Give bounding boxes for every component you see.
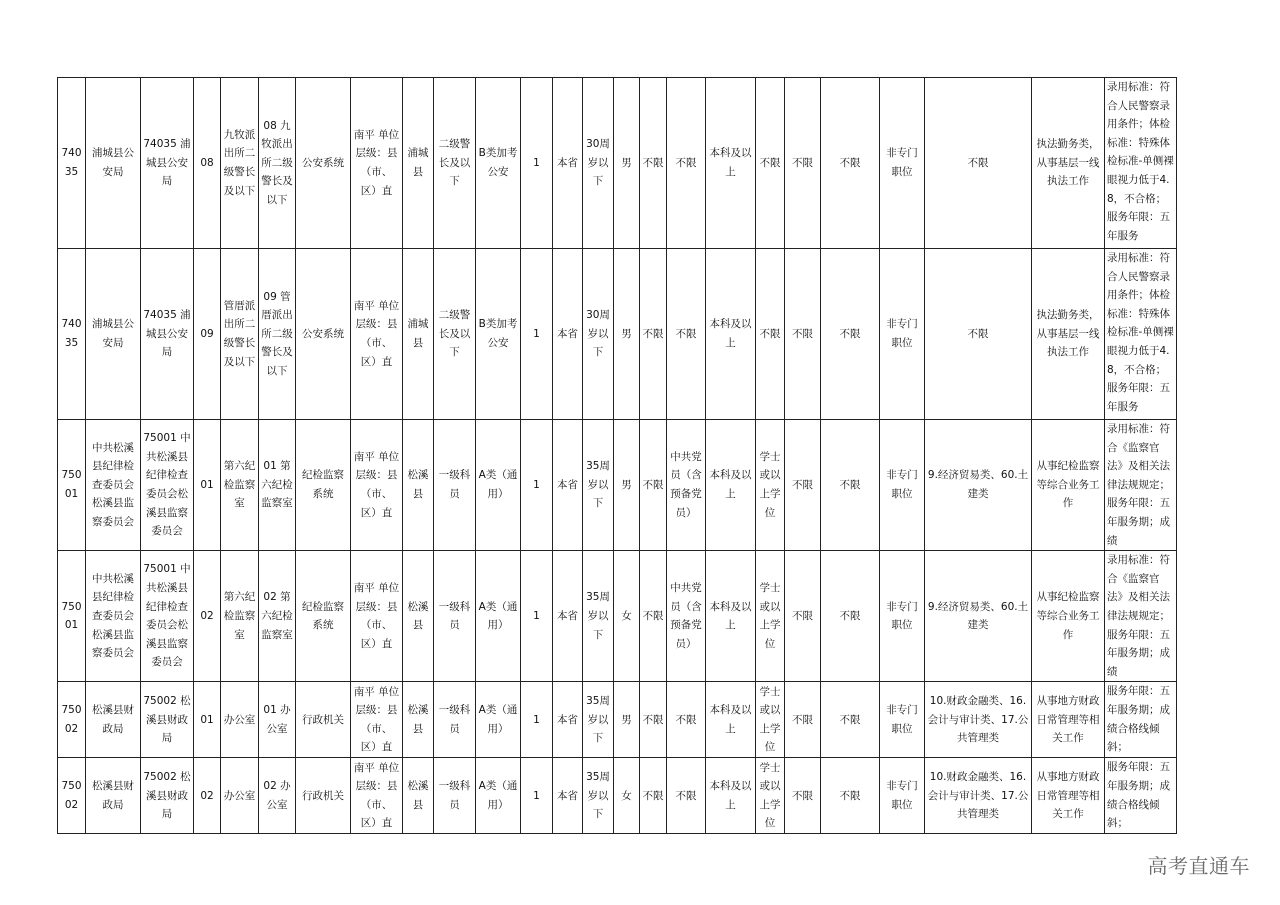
table-cell: 01 办公室	[259, 682, 296, 758]
table-cell: 02 第六纪检监察室	[259, 551, 296, 682]
table-cell: 不限	[667, 78, 706, 249]
table-row	[58, 682, 1177, 758]
table-cell: 不限	[785, 758, 821, 834]
table-cell: 第六纪检监察室	[221, 551, 259, 682]
table-cell: 浦城县公安局	[86, 78, 141, 249]
table-cell: 不限	[785, 682, 821, 758]
table-cell: 非专门职位	[880, 758, 925, 834]
table-row	[58, 758, 1177, 834]
table-cell: 浦城县	[403, 78, 434, 249]
table-cell: 松溪县财政局	[86, 682, 141, 758]
table-cell: 从事地方财政日常管理等相关工作	[1032, 682, 1105, 758]
table-cell: 不限	[667, 682, 706, 758]
table-row	[58, 78, 1177, 249]
table-cell: 南平 单位层级：县（市、区）直	[351, 78, 403, 249]
table-cell: 中共党员（含预备党员）	[667, 420, 706, 551]
table-cell: 从事纪检监察等综合业务工作	[1032, 551, 1105, 682]
table-cell: 本省	[553, 420, 583, 551]
table-cell: B类加考公安	[476, 249, 521, 420]
table-cell: 不限	[821, 420, 880, 551]
table-cell: 南平 单位层级：县（市、区）直	[351, 682, 403, 758]
table-cell: 75001	[58, 420, 86, 551]
table-cell: 本科及以上	[706, 682, 756, 758]
table-cell: A类（通用）	[476, 551, 521, 682]
table-cell: 服务年限：五年服务期；成绩合格线倾斜；	[1105, 758, 1177, 834]
table-cell: 本省	[553, 78, 583, 249]
table-cell: 从事地方财政日常管理等相关工作	[1032, 758, 1105, 834]
table-cell: 一级科员	[434, 682, 476, 758]
table-cell: 南平 单位层级：县（市、区）直	[351, 758, 403, 834]
table-cell: 中共松溪县纪律检查委员会松溪县监察委员会	[86, 420, 141, 551]
table-cell: 男	[614, 420, 640, 551]
table-cell: 01 第六纪检监察室	[259, 420, 296, 551]
table-cell: 录用标准：符合人民警察录用条件；体检标准：特殊体检标准-单侧裸眼视力低于4.8，不合格；服务年限：五年服务	[1105, 249, 1177, 420]
table-cell: 01	[194, 682, 221, 758]
table-cell: 录用标准：符合《监察官法》及相关法律法规规定；服务年限：五年服务期；成绩	[1105, 420, 1177, 551]
table-cell: 松溪县	[403, 758, 434, 834]
table-cell: 松溪县财政局	[86, 758, 141, 834]
table-cell: 录用标准：符合人民警察录用条件；体检标准：特殊体检标准-单侧裸眼视力低于4.8，不合格；服务年限：五年服务	[1105, 78, 1177, 249]
table-cell: 30周岁以下	[583, 78, 614, 249]
table-cell: 一级科员	[434, 551, 476, 682]
table-cell: A类（通用）	[476, 420, 521, 551]
table-cell: 08 九牧派出所二级警长及以下	[259, 78, 296, 249]
table-cell: 九牧派出所二级警长及以下	[221, 78, 259, 249]
table-cell: 行政机关	[296, 682, 351, 758]
table-cell: 学士或以上学位	[756, 420, 785, 551]
table-cell: B类加考公安	[476, 78, 521, 249]
table-cell: 不限	[821, 682, 880, 758]
table-cell: 不限	[640, 78, 667, 249]
table-cell: 行政机关	[296, 758, 351, 834]
table-cell: 30周岁以下	[583, 249, 614, 420]
table-cell: 不限	[821, 758, 880, 834]
table-cell: 执法勤务类，从事基层一线执法工作	[1032, 249, 1105, 420]
job-position-table	[57, 77, 1177, 834]
table-cell: 01	[194, 420, 221, 551]
table-cell: 本科及以上	[706, 758, 756, 834]
table-cell: 74035	[58, 249, 86, 420]
table-cell: 非专门职位	[880, 551, 925, 682]
table-cell: 男	[614, 249, 640, 420]
table-cell: 松溪县	[403, 551, 434, 682]
table-cell: 公安系统	[296, 78, 351, 249]
table-cell: 从事纪检监察等综合业务工作	[1032, 420, 1105, 551]
table-cell: 男	[614, 682, 640, 758]
table-row	[58, 249, 1177, 420]
table-cell: 中共党员（含预备党员）	[667, 551, 706, 682]
table-cell: 09	[194, 249, 221, 420]
table-cell: 录用标准：符合《监察官法》及相关法律法规规定；服务年限：五年服务期；成绩	[1105, 551, 1177, 682]
table-cell: 74035 浦城县公安局	[141, 78, 194, 249]
table-cell: 本省	[553, 249, 583, 420]
table-cell: 09 管厝派出所二级警长及以下	[259, 249, 296, 420]
table-cell: 不限	[640, 420, 667, 551]
table-cell: A类（通用）	[476, 682, 521, 758]
table-cell: 74035 浦城县公安局	[141, 249, 194, 420]
table-cell: A类（通用）	[476, 758, 521, 834]
table-cell: 02 办公室	[259, 758, 296, 834]
table-cell: 一级科员	[434, 758, 476, 834]
table-cell: 办公室	[221, 758, 259, 834]
table-row	[58, 551, 1177, 682]
table-cell: 不限	[640, 758, 667, 834]
table-cell: 南平 单位层级：县（市、区）直	[351, 551, 403, 682]
table-cell: 不限	[785, 249, 821, 420]
table-cell: 1	[521, 551, 553, 682]
table-cell: 女	[614, 758, 640, 834]
table-cell: 南平 单位层级：县（市、区）直	[351, 420, 403, 551]
table-cell: 不限	[785, 78, 821, 249]
table-cell: 不限	[925, 78, 1032, 249]
table-cell: 不限	[640, 551, 667, 682]
table-cell: 9.经济贸易类、60.土建类	[925, 420, 1032, 551]
table-cell: 本科及以上	[706, 551, 756, 682]
table-cell: 不限	[640, 682, 667, 758]
table-cell: 浦城县公安局	[86, 249, 141, 420]
table-cell: 本科及以上	[706, 249, 756, 420]
table-cell: 非专门职位	[880, 682, 925, 758]
table-cell: 二级警长及以下	[434, 78, 476, 249]
table-cell: 纪检监察系统	[296, 420, 351, 551]
table-cell: 男	[614, 78, 640, 249]
table-cell: 不限	[756, 249, 785, 420]
table-cell: 1	[521, 682, 553, 758]
table-cell: 松溪县	[403, 420, 434, 551]
table-cell: 一级科员	[434, 420, 476, 551]
table-cell: 10.财政金融类、16.会计与审计类、17.公共管理类	[925, 682, 1032, 758]
table-cell: 1	[521, 420, 553, 551]
table-cell: 不限	[640, 249, 667, 420]
table-cell: 非专门职位	[880, 420, 925, 551]
table-cell: 执法勤务类，从事基层一线执法工作	[1032, 78, 1105, 249]
table-cell: 松溪县	[403, 682, 434, 758]
table-cell: 公安系统	[296, 249, 351, 420]
table-cell: 管厝派出所二级警长及以下	[221, 249, 259, 420]
table-cell: 办公室	[221, 682, 259, 758]
watermark-text: 高考直通车	[1147, 854, 1250, 878]
table-cell: 75002 松溪县财政局	[141, 682, 194, 758]
table-cell: 本省	[553, 551, 583, 682]
table-cell: 75001 中共松溪县纪律检查委员会松溪县监察委员会	[141, 551, 194, 682]
table-cell: 女	[614, 551, 640, 682]
table-cell: 35周岁以下	[583, 420, 614, 551]
table-cell: 1	[521, 758, 553, 834]
table-cell: 10.财政金融类、16.会计与审计类、17.公共管理类	[925, 758, 1032, 834]
table-cell: 9.经济贸易类、60.土建类	[925, 551, 1032, 682]
table-cell: 纪检监察系统	[296, 551, 351, 682]
table-cell: 本科及以上	[706, 420, 756, 551]
table-cell: 不限	[785, 420, 821, 551]
table-cell: 不限	[667, 758, 706, 834]
table-cell: 中共松溪县纪律检查委员会松溪县监察委员会	[86, 551, 141, 682]
table-cell: 74035	[58, 78, 86, 249]
table-cell: 35周岁以下	[583, 758, 614, 834]
table-cell: 第六纪检监察室	[221, 420, 259, 551]
table-cell: 02	[194, 758, 221, 834]
table-cell: 本科及以上	[706, 78, 756, 249]
table-row	[58, 420, 1177, 551]
table-cell: 不限	[667, 249, 706, 420]
table-cell: 不限	[821, 78, 880, 249]
table-cell: 75001	[58, 551, 86, 682]
table-cell: 不限	[925, 249, 1032, 420]
table-cell: 服务年限：五年服务期；成绩合格线倾斜；	[1105, 682, 1177, 758]
table-cell: 学士或以上学位	[756, 682, 785, 758]
table-cell: 75001 中共松溪县纪律检查委员会松溪县监察委员会	[141, 420, 194, 551]
table-cell: 08	[194, 78, 221, 249]
table-cell: 75002	[58, 758, 86, 834]
table-cell: 02	[194, 551, 221, 682]
table-cell: 南平 单位层级：县（市、区）直	[351, 249, 403, 420]
table-cell: 35周岁以下	[583, 682, 614, 758]
table-cell: 本省	[553, 758, 583, 834]
table-cell: 学士或以上学位	[756, 758, 785, 834]
table-cell: 35周岁以下	[583, 551, 614, 682]
table-cell: 不限	[821, 249, 880, 420]
table-cell: 学士或以上学位	[756, 551, 785, 682]
table-cell: 非专门职位	[880, 249, 925, 420]
table-cell: 1	[521, 78, 553, 249]
table-cell: 浦城县	[403, 249, 434, 420]
table-cell: 不限	[785, 551, 821, 682]
table-cell: 不限	[821, 551, 880, 682]
table-cell: 不限	[756, 78, 785, 249]
table-cell: 1	[521, 249, 553, 420]
table-cell: 非专门职位	[880, 78, 925, 249]
table-cell: 75002	[58, 682, 86, 758]
table-cell: 二级警长及以下	[434, 249, 476, 420]
table-cell: 本省	[553, 682, 583, 758]
table-cell: 75002 松溪县财政局	[141, 758, 194, 834]
